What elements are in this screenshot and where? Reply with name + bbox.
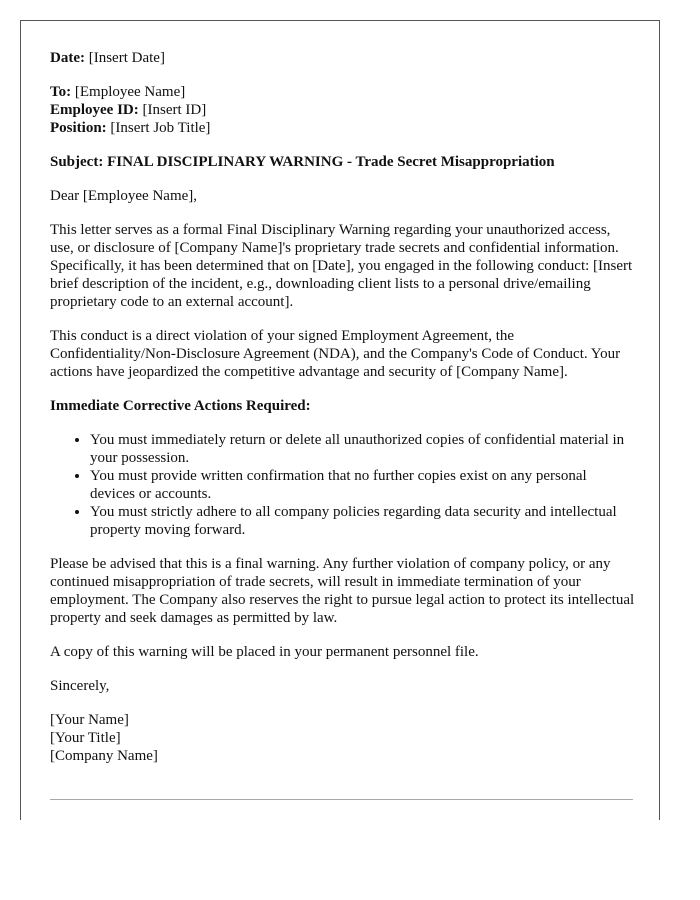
list-item: • You must provide written confirmation that no further copies exist on any personal devices or accounts. — [90, 467, 635, 503]
date-line — [50, 49, 635, 67]
signoff: Sincerely, — [50, 678, 110, 694]
subject-line: Subject: FINAL DISCIPLINARY WARNING - Trade Secret Misappropriation — [50, 154, 555, 170]
closing-paragraph-2: A copy of this warning will be placed in your permanent personnel file. — [50, 644, 479, 660]
employee-id-line — [50, 101, 635, 119]
position-label: Position: — [50, 120, 107, 136]
signature-name: [Your Name] — [50, 712, 129, 728]
actions-list — [50, 431, 635, 539]
employee-id-value: [Insert ID] — [142, 102, 207, 118]
closing-paragraph-1: Please be advised that this is a final warning. Any further violation of company policy, or any continued misappropriation of trade secrets, will result in immediate termination of your employment. The Company also reserves the right to pursue legal action to protect its intellectual property and seek damages as permitted by law. — [50, 556, 635, 626]
signature-block — [50, 711, 635, 765]
signature-title: [Your Title] — [50, 730, 121, 746]
to-label: To: — [50, 84, 72, 100]
signature-company: [Company Name] — [50, 748, 158, 764]
recipient-block — [50, 83, 635, 137]
position-value: [Insert Job Title] — [110, 120, 211, 136]
list-item: • You must immediately return or delete all unauthorized copies of confidential material in your possession. — [90, 431, 635, 467]
actions-heading: Immediate Corrective Actions Required: — [50, 398, 311, 414]
letter-content — [50, 49, 635, 765]
body-paragraph-2: This conduct is a direct violation of your signed Employment Agreement, the Confidentiality/Non-Disclosure Agreement (NDA), and the Company's Code of Conduct. Your actions have jeopardized the competitive advantage and security of [Company Name]. — [50, 328, 621, 380]
to-value: [Employee Name] — [74, 84, 186, 100]
date-label: Date: — [50, 50, 85, 66]
employee-id-label: Employee ID: — [50, 102, 139, 118]
date-value: [Insert Date] — [88, 50, 165, 66]
position-line — [50, 119, 635, 137]
salutation: Dear [Employee Name], — [50, 188, 198, 204]
letter-page — [20, 20, 660, 820]
footer-divider — [50, 799, 633, 800]
body-paragraph-1: This letter serves as a formal Final Disciplinary Warning regarding your unauthorized access, use, or disclosure of [Company Name]'s proprietary trade secrets and confidential information. Specifically, it has been determined that on [Date], you engaged in the following conduct: [Insert brief description of the incident, e.g., downloading client lists to a personal drive/emailing proprietary code to an external account]. — [50, 222, 633, 310]
list-item: • You must strictly adhere to all company policies regarding data security and intellectual property moving forward. — [90, 503, 635, 539]
to-line — [50, 83, 635, 101]
